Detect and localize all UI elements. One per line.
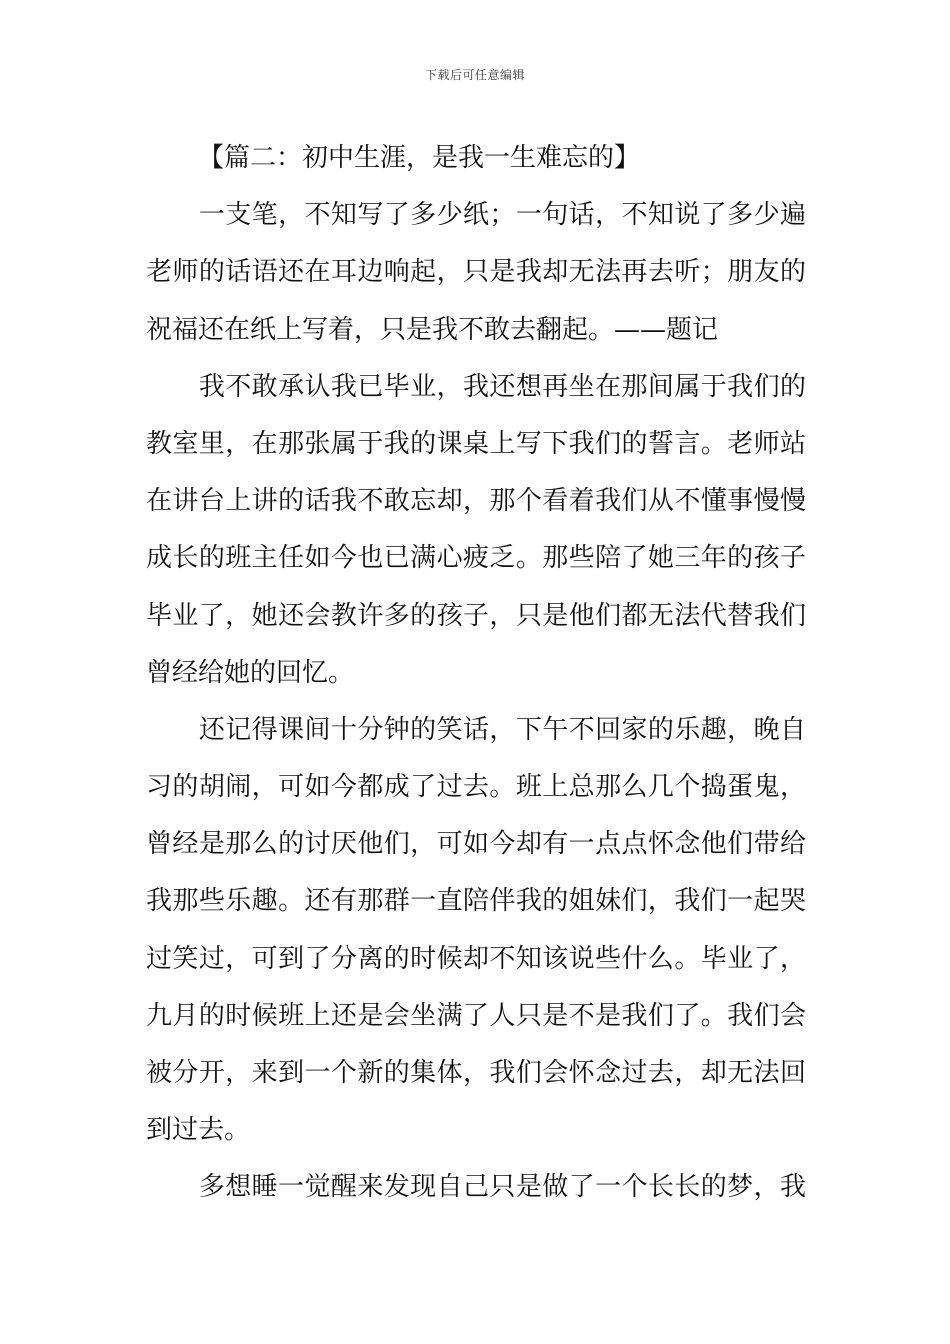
paragraph-line: 习的胡闹，可如今都成了过去。班上总那么几个捣蛋鬼， xyxy=(146,772,806,803)
paragraph-dream xyxy=(146,1159,806,1216)
paragraph-line: 一支笔，不知写了多少纸；一句话，不知说了多少遍 xyxy=(146,200,806,231)
paragraph-line: 成长的班主任如今也已满心疲乏。那些陪了她三年的孩子 xyxy=(146,543,806,574)
page-header: 下载后可任意编辑 xyxy=(424,68,525,82)
paragraph-line: 我那些乐趣。还有那群一直陪伴我的姐妹们，我们一起哭 xyxy=(146,886,806,917)
document-body xyxy=(146,130,806,1217)
paragraph-line: 曾经是那么的讨厌他们，可如今却有一点点怀念他们带给 xyxy=(146,829,806,860)
paragraph-line: 过笑过，可到了分离的时候却不知该说些什么。毕业了， xyxy=(146,943,806,974)
paragraph-epigraph xyxy=(146,187,806,359)
paragraph-line: 教室里，在那张属于我的课桌上写下我们的誓言。老师站 xyxy=(146,428,806,459)
paragraph-line: 被分开，来到一个新的集体，我们会怀念过去，却无法回 xyxy=(146,1058,806,1088)
paragraph-line: 祝福还在纸上写着，只是我不敢去翻起。——题记 xyxy=(146,314,719,345)
document-title: 【篇二：初中生涯，是我一生难忘的】 xyxy=(198,143,641,173)
paragraph-line: 九月的时候班上还是会坐满了人只是不是我们了。我们会 xyxy=(146,1000,806,1031)
paragraph-line: 多想睡一觉醒来发现自己只是做了一个长长的梦，我 xyxy=(146,1172,806,1203)
paragraph-line: 我不敢承认我已毕业，我还想再坐在那间属于我们的 xyxy=(146,371,806,402)
paragraph-line: 还记得课间十分钟的笑话，下午不回家的乐趣，晚自 xyxy=(146,714,806,745)
paragraph-line: 在讲台上讲的话我不敢忘却，那个看着我们从不懂事慢慢 xyxy=(146,486,806,517)
paragraph-line: 老师的话语还在耳边响起，只是我却无法再去听；朋友的 xyxy=(146,257,806,288)
paragraph-line: 毕业了，她还会教许多的孩子，只是他们都无法代替我们 xyxy=(146,600,806,631)
paragraph-graduation xyxy=(146,359,806,702)
paragraph-line: 曾经给她的回忆。 xyxy=(146,657,355,688)
paragraph-memories xyxy=(146,702,806,1160)
paragraph-line: 到过去。 xyxy=(146,1115,251,1146)
